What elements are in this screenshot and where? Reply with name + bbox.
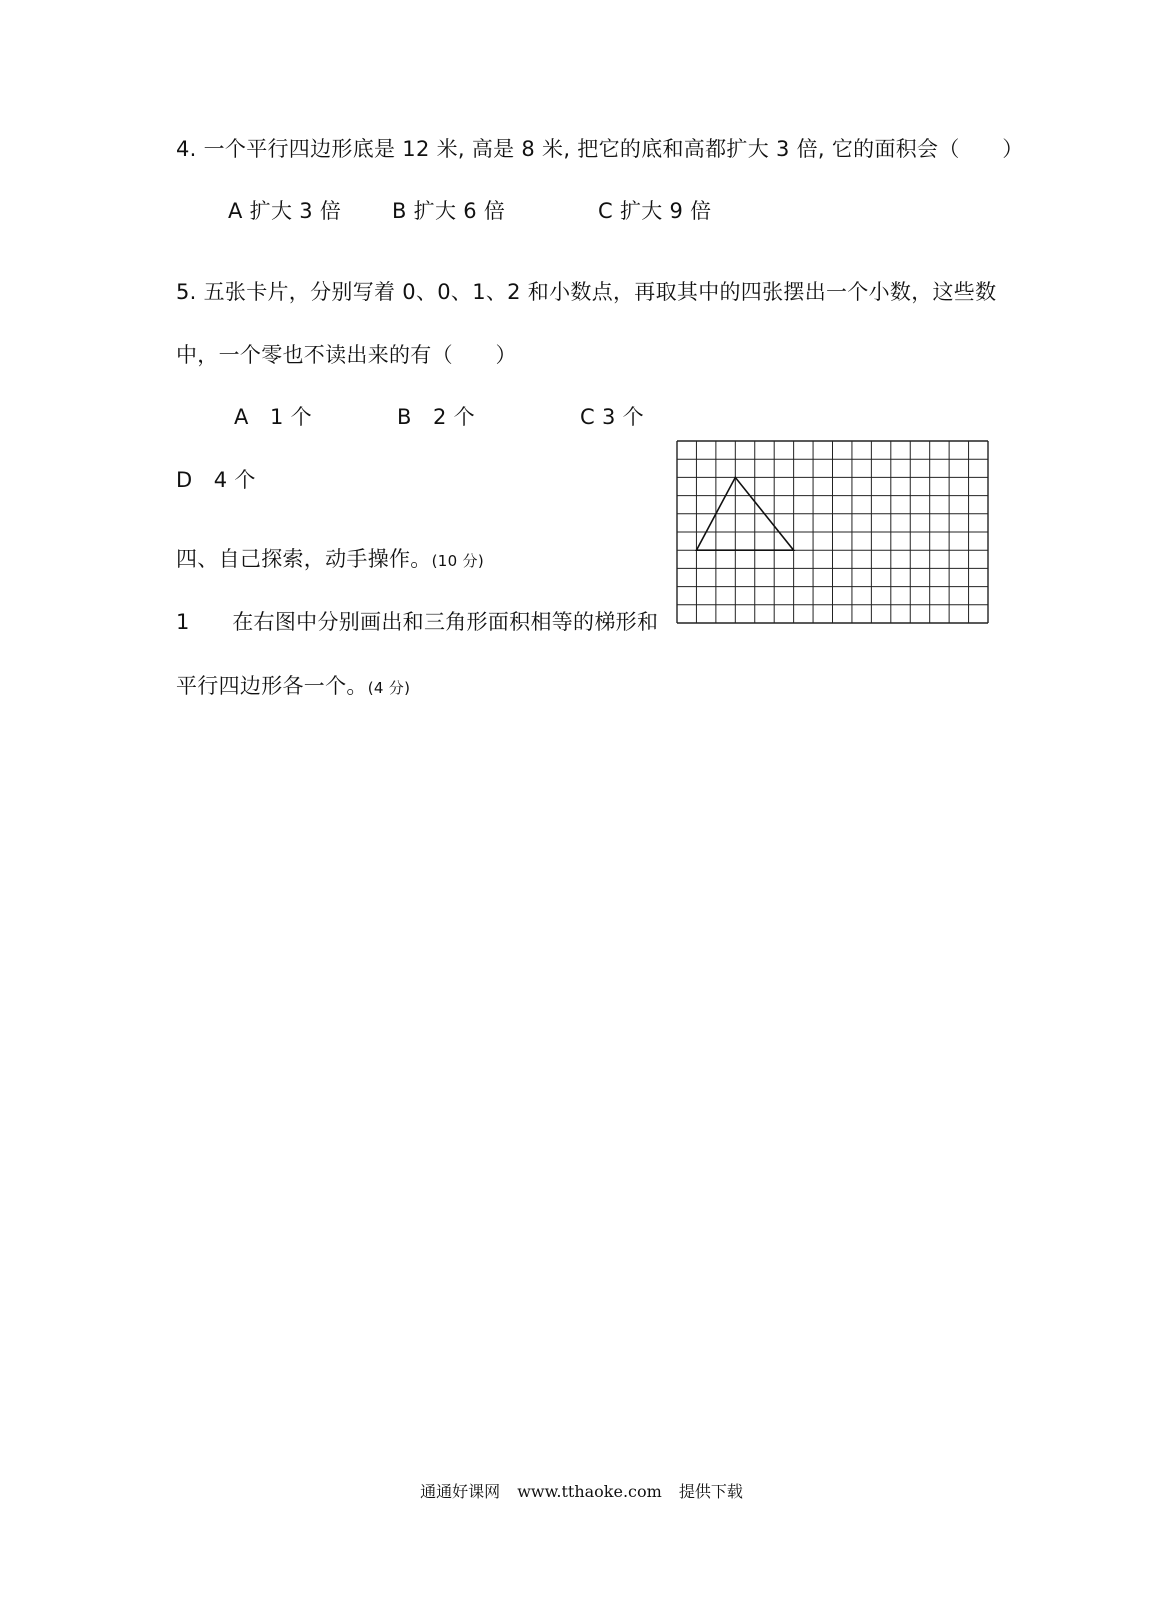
question-5-option-b: B 2 个 [397, 405, 475, 429]
question-4-option-a: A 扩大 3 倍 [228, 199, 342, 223]
footer-site-name: 通通好课网 [420, 1482, 501, 1501]
section-4-points: (10 分) [431, 552, 484, 570]
task-1-points: (4 分) [367, 679, 411, 697]
question-5-option-d: D 4 个 [176, 468, 256, 492]
grid-lines [677, 441, 988, 623]
question-4-option-c: C 扩大 9 倍 [598, 199, 712, 223]
section-4-heading: 四、自己探索，动手操作。 [176, 547, 432, 571]
question-4-option-b: B 扩大 6 倍 [392, 199, 506, 223]
question-5-option-a: A 1 个 [234, 405, 312, 429]
question-5-line-1: 5. 五张卡片，分别写着 0、0、1、2 和小数点，再取其中的四张摆出一个小数，这些数 [176, 280, 997, 304]
footer-url: www.tthaoke.com [517, 1482, 662, 1501]
question-5-option-c: C 3 个 [580, 405, 644, 429]
footer [0, 1480, 1163, 1504]
question-4-text: 4. 一个平行四边形底是 12 米, 高是 8 米, 把它的底和高都扩大 3 倍, 它的面积会（ ） [176, 137, 1024, 161]
question-5-line-2: 中，一个零也不读出来的有（ ） [176, 343, 517, 367]
footer-suffix: 提供下载 [678, 1482, 743, 1501]
task-1-line-1: 1 在右图中分别画出和三角形面积相等的梯形和 [176, 610, 659, 634]
task-1-line-2: 平行四边形各一个。 [176, 674, 368, 698]
